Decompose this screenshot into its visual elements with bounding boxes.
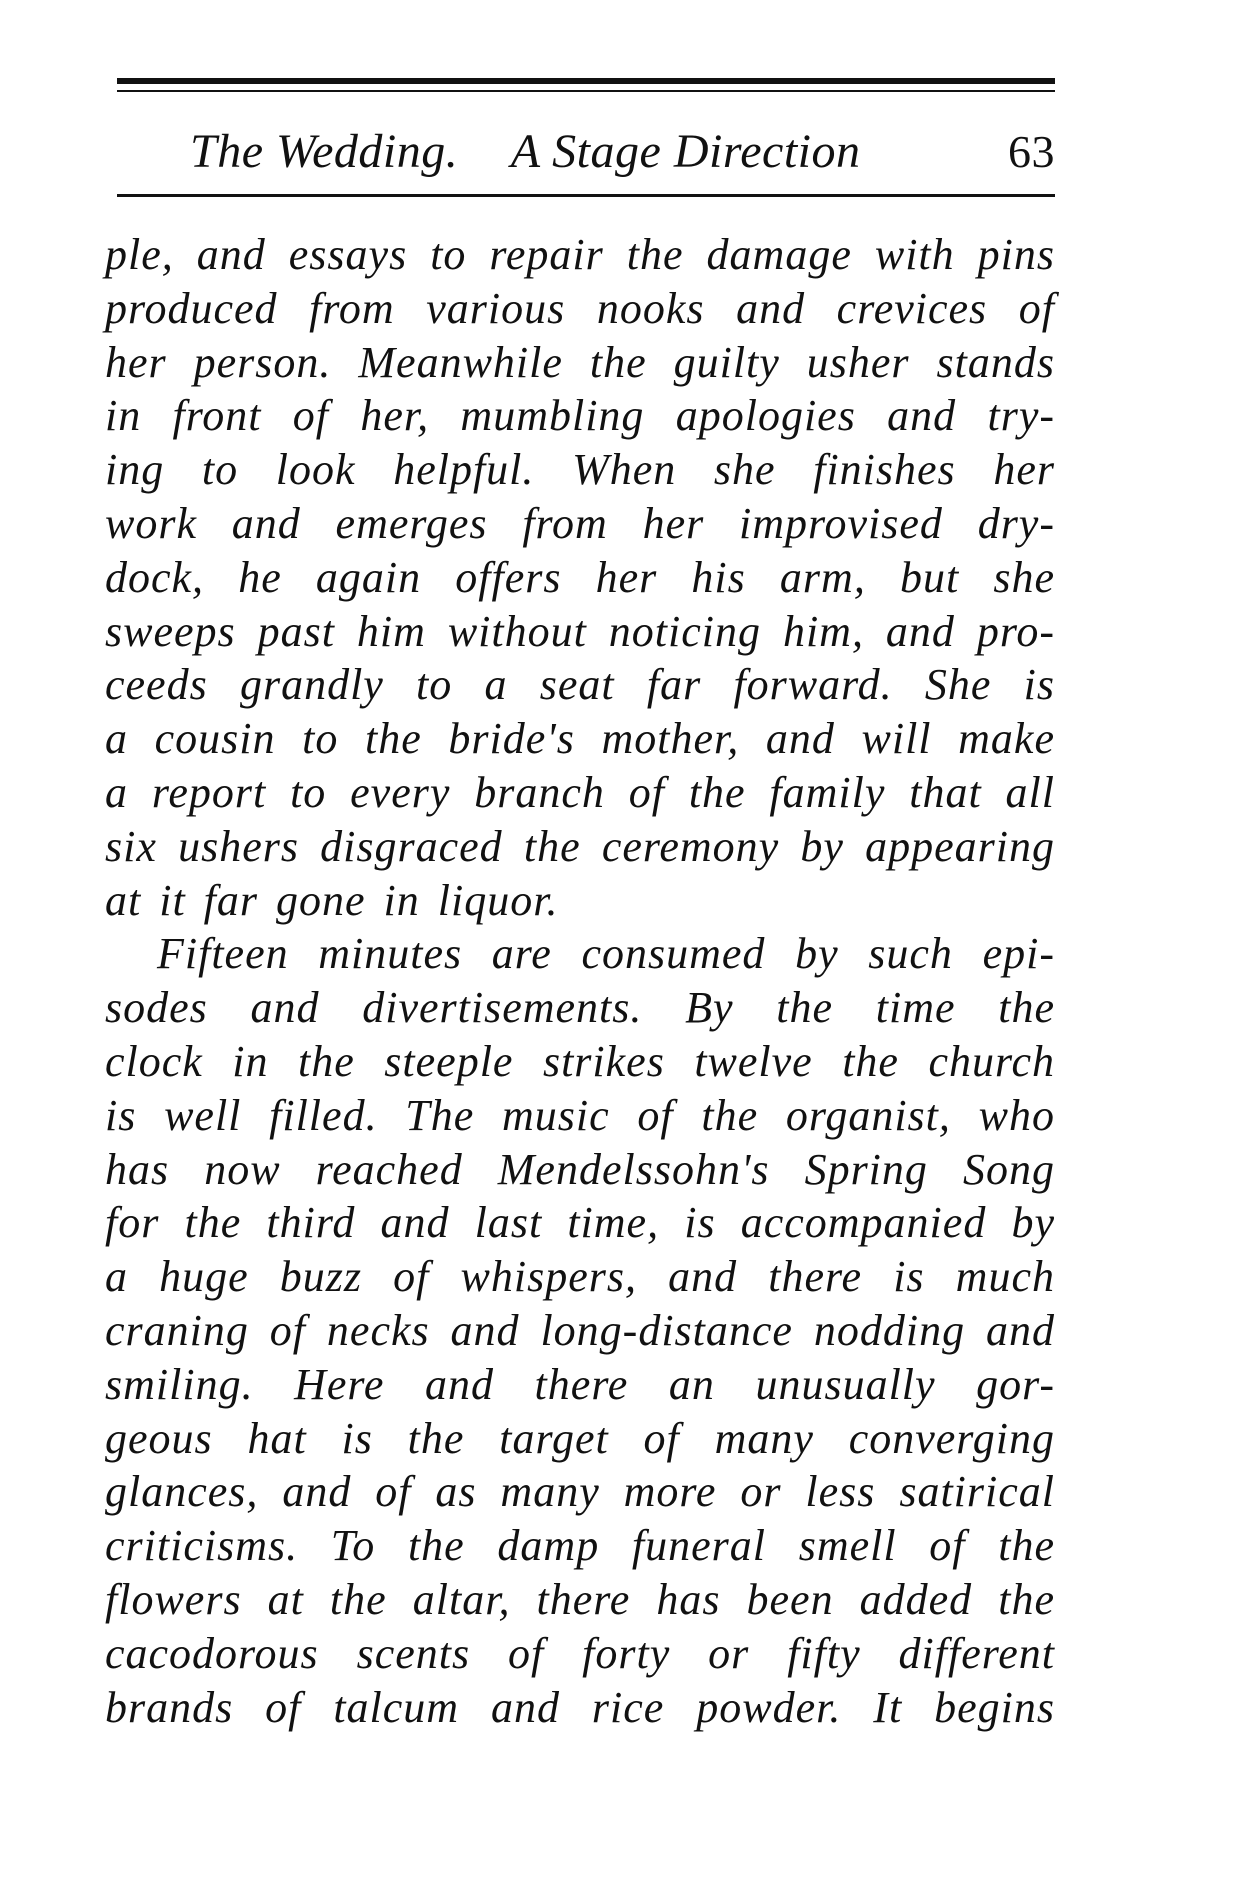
text-line: glances, and of as many more or less satirical xyxy=(105,1467,1055,1517)
text-line: a huge buzz of whispers, and there is much xyxy=(105,1252,1055,1302)
text-line: ceeds grandly to a seat far forward. She is xyxy=(105,660,1055,710)
text-line: clock in the steeple strikes twelve the church xyxy=(105,1036,1055,1086)
text-line: has now reached Mendelssohn's Spring Song xyxy=(105,1144,1055,1194)
text-line: cacodorous scents of forty or fifty different xyxy=(105,1628,1055,1678)
text-line: sweeps past him without noticing him, and pro- xyxy=(105,606,1055,656)
text-line: dock, he again offers her his arm, but she xyxy=(105,552,1055,602)
text-line: geous hat is the target of many converging xyxy=(105,1413,1055,1463)
text-line: smiling. Here and there an unusually gor- xyxy=(105,1359,1055,1409)
text-line: is well filled. The music of the organist, who xyxy=(105,1090,1055,1140)
running-title-sub: A Stage Direction xyxy=(510,125,861,178)
top-rule-thin xyxy=(117,90,1055,92)
text-line: brands of talcum and rice powder. It begins xyxy=(105,1682,1055,1732)
running-title-main: The Wedding. xyxy=(190,125,459,178)
text-line: her person. Meanwhile the guilty usher stands xyxy=(105,337,1055,387)
text-line: Fifteen minutes are consumed by such epi- xyxy=(157,929,1055,979)
text-line: criticisms. To the damp funeral smell of the xyxy=(105,1521,1055,1571)
text-line: a cousin to the bride's mother, and will make xyxy=(105,714,1055,764)
text-line: in front of her, mumbling apologies and try- xyxy=(105,391,1055,441)
text-line: at it far gone in liquor. xyxy=(105,875,559,925)
paragraph-2 xyxy=(105,927,1055,1734)
text-line: sodes and divertisements. By the time the xyxy=(105,983,1055,1033)
paragraph-1 xyxy=(105,228,1055,927)
text-line: work and emerges from her improvised dry- xyxy=(105,498,1055,548)
text-line: produced from various nooks and crevices of xyxy=(105,283,1055,333)
running-head xyxy=(190,120,1055,184)
text-line: craning of necks and long-distance nodding and xyxy=(105,1305,1055,1355)
text-line: a report to every branch of the family that all xyxy=(105,767,1055,817)
body-text xyxy=(105,228,1055,1734)
text-line: six ushers disgraced the ceremony by appearing xyxy=(105,821,1055,871)
text-line: flowers at the altar, there has been added the xyxy=(105,1574,1055,1624)
text-line: ing to look helpful. When she finishes her xyxy=(105,445,1055,495)
top-rule-thick xyxy=(117,78,1055,84)
page-number: 63 xyxy=(1008,126,1055,177)
text-line: for the third and last time, is accompanied by xyxy=(105,1198,1055,1248)
header-rule xyxy=(117,194,1055,197)
text-line: ple, and essays to repair the damage with pins xyxy=(105,230,1055,279)
